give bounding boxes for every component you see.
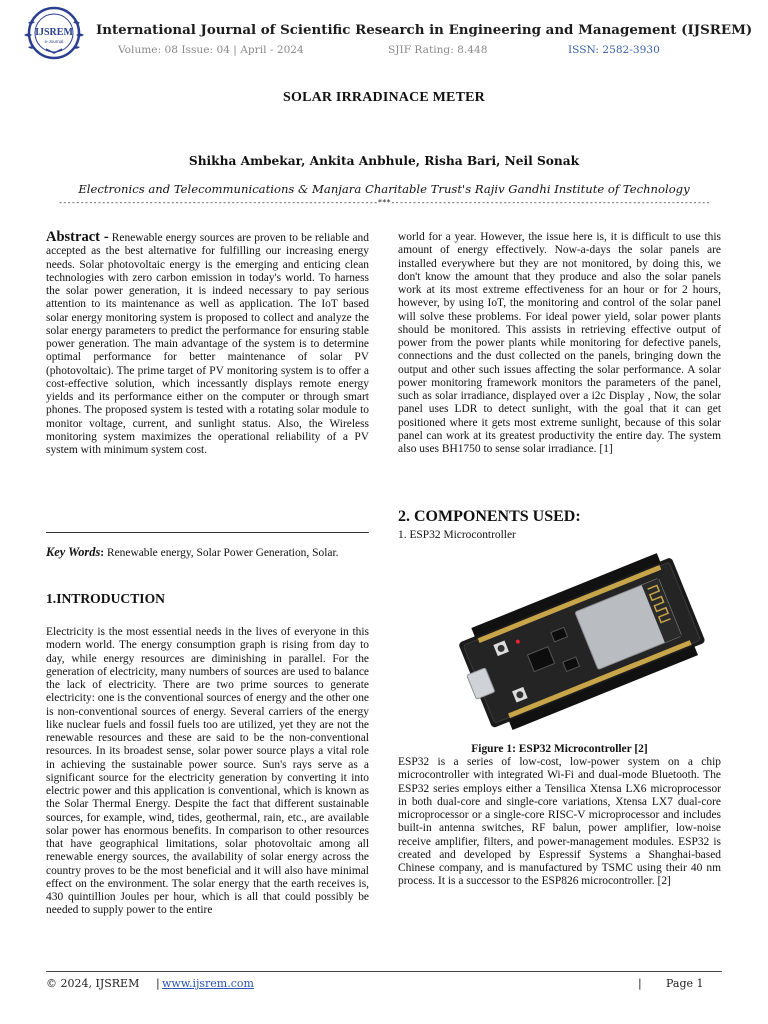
journal-title: International Journal of Scientific Research in Engineering and Management (IJSREM) (96, 22, 753, 38)
footer-website-link[interactable]: www.ijsrem.com (162, 977, 254, 990)
section-divider: --------------------------------------------------------------------------***-------------------------------------------------------------------------- (58, 198, 710, 207)
footer-separator-2: | (638, 977, 642, 990)
logo-text: IJSREM (35, 27, 73, 38)
paper-title: SOLAR IRRADINACE METER (283, 90, 485, 105)
keywords-text: Renewable energy, Solar Power Generation, Solar. (104, 547, 339, 559)
authors: Shikha Ambekar, Ankita Anbhule, Risha Bari, Neil Sonak (188, 154, 580, 168)
components-item-esp32: 1. ESP32 Microcontroller (398, 529, 516, 541)
logo-subtext: e-Journal (44, 39, 64, 44)
affiliation: Electronics and Telecommunications & Manjara Charitable Trust's Rajiv Gandhi Institute of Technology (78, 182, 690, 196)
volume-issue: Volume: 08 Issue: 04 | April - 2024 (118, 44, 304, 56)
abstract-text: Renewable energy sources are proven to be reliable and accepted as the best alternative for fulfilling our increasing energy needs. Solar photovoltaic energy is the emerging and enticing clean technologies with zero carbon emission in today's world. To harness the solar power generation, it is indeed necessary to pay serious attention to its maintenance as well as application. The IoT based solar energy monitoring system is proposed to collect and analyze the solar energy parameters to predict the performance for ensuring stable power generation. The main advantage of the system is to determine optimal performance for better maintenance of solar PV (photovoltaic). The prime target of PV monitoring system is to offer a cost-effective solution, which incessantly displays remote energy yields and its performance either on the computer or through smart phones. The proposed system is tested with a rotating solar module to monitor voltage, current, and sunlight status. Also, the Wireless monitoring system maximizes the operational reliability of a PV system with minimum system cost. (46, 232, 369, 456)
issn: ISSN: 2582-3930 (568, 44, 660, 56)
abstract-heading: Abstract - (46, 229, 109, 245)
sjif-rating: SJIF Rating: 8.448 (388, 44, 488, 56)
keywords (46, 546, 369, 560)
footer-separator: | (156, 977, 160, 990)
figure-caption: Figure 1: ESP32 Microcontroller [2] (471, 743, 648, 755)
components-heading: 2. COMPONENTS USED: (398, 508, 581, 525)
introduction-continued: world for a year. However, the issue here is, it is difficult to use this amount of energy effectively. Now-a-days the solar panels are installed everywhere but they are not monitored, by doing this, we don't know the amount that they produce and also the solar panels work at its most extreme effectiveness for an hour or for 2 hours, however, by using IoT, the monitoring and control of the solar panel will solve these problems. For ideal power yield, solar power plants should be monitored. This assists in retrieving effective output of power from the power plants while monitoring for defective panels, connections and the dust collected on the panels, bringing down the output and other such issues affecting the solar performance. A solar power monitoring framework monitors the parameters of the panel, such as solar irradiance, displayed over a i2c Display , Now, the solar panel uses LDR to detect sunlight, with the goal that it can get positioned where it gets most extreme sunlight, because of this solar panel can work at its greatest productivity the entire day. The system also uses BH1750 to sense solar irradiance. [1] (398, 231, 721, 455)
introduction-heading: 1.INTRODUCTION (46, 591, 165, 606)
keywords-heading: Key Words (46, 545, 101, 559)
keywords-colon: : (100, 547, 105, 559)
abstract (46, 231, 369, 457)
journal-logo (18, 5, 90, 61)
footer-copyright: © 2024, IJSREM (46, 977, 140, 990)
esp32-description: ESP32 is a series of low-cost, low-power system on a chip microcontroller with integrated Wi-Fi and dual-mode Bluetooth. The ESP32 series employs either a Tensilica Xtensa LX6 microprocessor in both dual-core and single-core variations, Xtensa LX7 dual-core microprocessor or a single-core RISC-V microprocessor and includes built-in antenna switches, RF balun, power amplifier, low-noise receive amplifier, filters, and power-management modules. ESP32 is created and developed by Espressif Systems a Shanghai-based Chinese company, and is manufactured by TSMC using their 40 nm process. It is a successor to the ESP826 microcontroller. [2] (398, 756, 721, 888)
introduction-text: Electricity is the most essential needs in the lives of everyone in this modern world. The energy consumption graph is rising from day to day, while energy resources are diminishing in parallel. For the generation of electricity, many numbers of sources are used to balance the lack of electricity. There are two prime sources to generate electricity: one is the conventional sources of energy and the other one is non-conventional sources of energy. Several carriers of the energy like nuclear fuels and fossil fuels too are utilized, yet they are not the renewable resources and these are said to be the non-conventional resources. In its broadest sense, solar power source plays a vital role in achieving the sustainable power source. Sun's rays serve as a significant source for the electricity generation by converting it into electric power and this application is conventional, which is known as the Solar Thermal Energy. Despite the fact that different sustainable sources, for example, wind, tides, geothermal, rain, etc., are available solar power has enormous benefits. In comparison to other resources that have geographical limitations, solar photovoltaic among all renewable energy sources, the availability of solar energy across the country proves to be the most beneficial and it will also have minimal effect on the environment. The solar energy that the earth receives is, 430 quintillion Joules per hour, which is all that could possibly be needed to supply power to the entire (46, 626, 369, 917)
footer-rule (46, 971, 722, 972)
footer-page-number: Page 1 (666, 977, 704, 990)
esp32-board-image (425, 544, 725, 734)
footer (46, 977, 722, 995)
abstract-rule (46, 532, 369, 533)
